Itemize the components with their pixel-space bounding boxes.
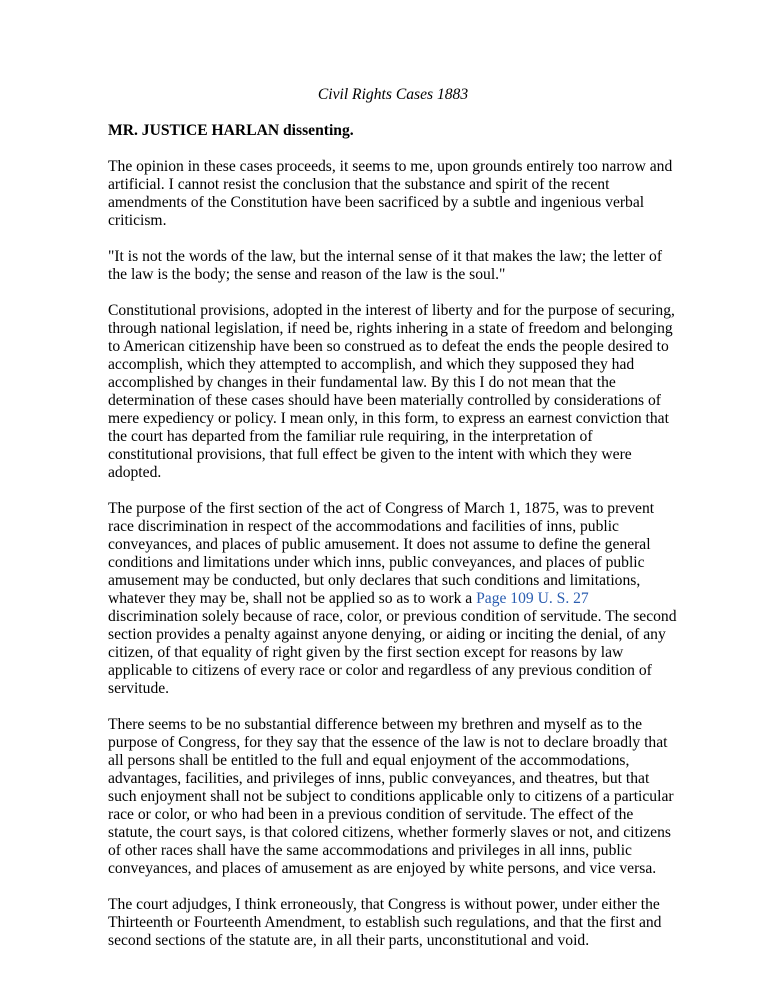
paragraph-4 xyxy=(108,500,678,698)
paragraph-5: There seems to be no substantial difference between my brethren and myself as to the purpose of Congress, for they say that the essence of the law is not to declare broadly that all persons shall be entitled to the full and equal enjoyment of the accommodations, advantages, facilities, and privileges of inns, public conveyances, and theatres, but that such enjoyment shall not be subject to conditions applicable only to citizens of a particular race or color, or who had been in a previous condition of servitude. The effect of the statute, the court says, is that colored citizens, whether formerly slaves or not, and citizens of other races shall have the same accommodations and privileges in all inns, public conveyances, and places of amusement as are enjoyed by white persons, and vice versa. xyxy=(108,716,674,877)
paragraph-4-text-before: The purpose of the first section of the act of Congress of March 1, 1875, was to prevent race discrimination in respect of the accommodations and facilities of inns, public conveyances, and places of public amusement. It does not assume to define the general conditions and limitations under which inns, public conveyances, and places of public amusement may be conducted, but only declares that such conditions and limitations, whatever they may be, shall not be applied so as to work a xyxy=(108,500,655,607)
document-title: Civil Rights Cases 1883 xyxy=(317,86,469,103)
paragraph-2-quote: "It is not the words of the law, but the internal sense of it that makes the law; the letter of the law is the body; the sense and reason of the law is the soul." xyxy=(108,248,663,283)
paragraph-3: Constitutional provisions, adopted in the interest of liberty and for the purpose of securing, through national legislation, if need be, rights inhering in a state of freedom and belonging to American citizenship have been so construed as to defeat the ends the people desired to accomplish, which they attempted to accomplish, and which they supposed they had accomplished by changes in their fundamental law. By this I do not mean that the determination of these cases should have been materially controlled by considerations of mere expediency or policy. I mean only, in this form, to express an earnest conviction that the court has departed from the familiar rule requiring, in the interpretation of constitutional provisions, that full effect be given to the intent with which they were adopted. xyxy=(108,302,675,481)
paragraph-4-text-after: discrimination solely because of race, color, or previous condition of servitude. The second section provides a penalty against anyone denying, or aiding or inciting the denial, of any citizen, of that equality of right given by the first section except for reasons by law applicable to citizens of every race or color and regardless of any previous condition of servitude. xyxy=(108,608,677,697)
paragraph-1: The opinion in these cases proceeds, it seems to me, upon grounds entirely too narrow and artificial. I cannot resist the conclusion that the substance and spirit of the recent amendments of the Constitution have been sacrificed by a subtle and ingenious verbal criticism. xyxy=(108,158,673,229)
paragraph-6: The court adjudges, I think erroneously, that Congress is without power, under either the Thirteenth or Fourteenth Amendment, to establish such regulations, and that the first and second sections of the statute are, in all their parts, unconstitutional and void. xyxy=(108,896,662,949)
opinion-heading: MR. JUSTICE HARLAN dissenting. xyxy=(108,122,354,139)
page-reference-link[interactable]: Page 109 U. S. 27 xyxy=(476,590,589,607)
document-page xyxy=(108,86,678,968)
